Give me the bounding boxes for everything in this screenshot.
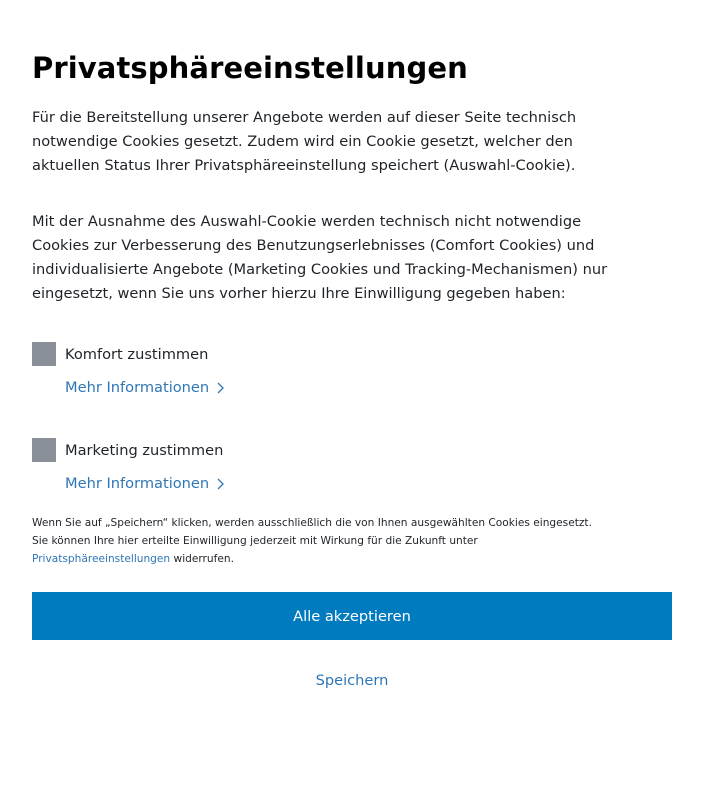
note-line: [32, 550, 692, 568]
accept-all-button[interactable]: Alle akzeptieren: [32, 592, 672, 640]
marketing-consent-label: Marketing zustimmen: [65, 441, 224, 459]
more-info-label: Mehr Informationen: [65, 379, 210, 396]
save-button[interactable]: Speichern: [32, 656, 672, 704]
intro-line: aktuellen Status Ihrer Privatsphäreeinstellung speichert (Auswahl-Cookie).: [32, 157, 576, 174]
intro-text: [32, 106, 682, 178]
comfort-consent-label: Komfort zustimmen: [65, 345, 209, 363]
marketing-consent-checkbox[interactable]: [32, 438, 56, 462]
intro-line: notwendige Cookies gesetzt. Zudem wird ein Cookie gesetzt, welcher den: [32, 133, 573, 150]
chevron-right-icon: [217, 478, 224, 490]
consent-line: Mit der Ausnahme des Auswahl-Cookie werden technisch nicht notwendige: [32, 213, 582, 230]
consent-line: Cookies zur Verbesserung des Benutzungserlebnisses (Comfort Cookies) und: [32, 237, 595, 254]
comfort-more-info-link[interactable]: [65, 379, 224, 396]
privacy-settings-link[interactable]: Privatsphäreeinstellungen: [32, 553, 171, 565]
consent-text: [32, 210, 682, 306]
more-info-label: Mehr Informationen: [65, 475, 210, 492]
dialog-title: Privatsphäreeinstellungen: [32, 51, 468, 85]
marketing-consent-option[interactable]: [32, 438, 223, 462]
note-line: Sie können Ihre hier erteilte Einwilligung jederzeit mit Wirkung für die Zukunft unter: [32, 535, 478, 547]
comfort-consent-option[interactable]: [32, 342, 208, 366]
consent-line: individualisierte Angebote (Marketing Cookies und Tracking-Mechanismen) nur: [32, 261, 608, 278]
marketing-more-info-link[interactable]: [65, 475, 224, 492]
comfort-consent-checkbox[interactable]: [32, 342, 56, 366]
consent-line: eingesetzt, wenn Sie uns vorher hierzu Ihre Einwilligung gegeben haben:: [32, 285, 566, 302]
save-note: [32, 514, 692, 568]
chevron-right-icon: [217, 382, 224, 394]
intro-line: Für die Bereitstellung unserer Angebote werden auf dieser Seite technisch: [32, 109, 577, 126]
note-line: Wenn Sie auf „Speichern“ klicken, werden ausschließlich die von Ihnen ausgewählten Cookies eingesetzt.: [32, 517, 592, 529]
note-suffix: widerrufen.: [170, 553, 234, 565]
